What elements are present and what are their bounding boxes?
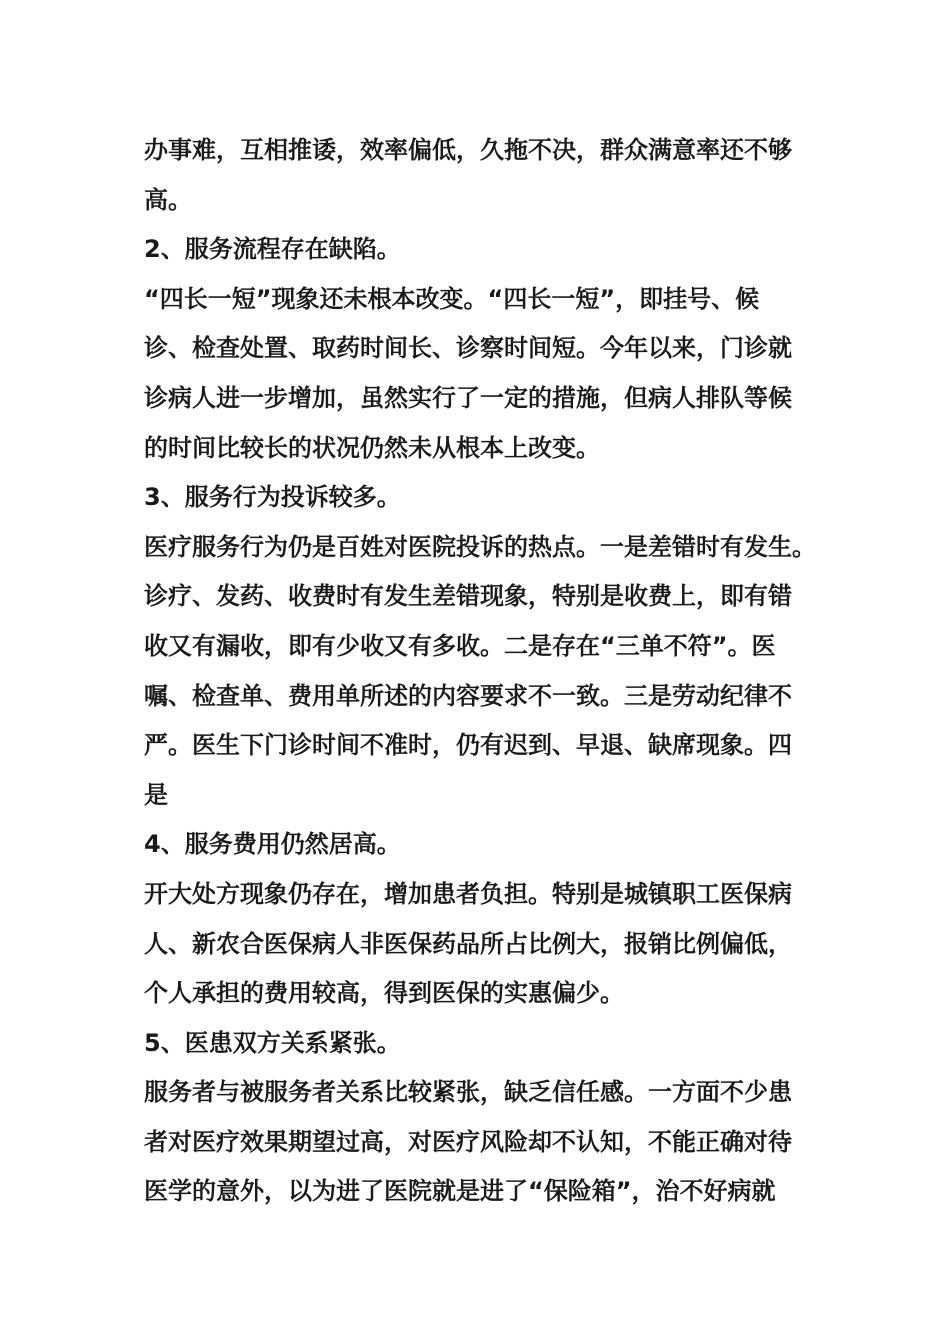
paragraph-line: 是 — [144, 780, 168, 809]
paragraph-line: 诊病人进一步增加，虽然实行了一定的措施，但病人排队等候 — [144, 383, 792, 412]
paragraph-line: 个人承担的费用较高，得到医保的实惠偏少。 — [144, 979, 624, 1008]
paragraph-line: 开大处方现象仍存在，增加患者负担。特别是城镇职工医保病 — [144, 879, 792, 908]
section-heading: 2、服务流程存在缺陷。 — [144, 235, 401, 264]
paragraph-line: 嘱、检查单、费用单所述的内容要求不一致。三是劳动纪律不 — [144, 681, 792, 710]
section-heading: 5、医患双方关系紧张。 — [144, 1028, 401, 1057]
paragraph-line: 者对医疗效果期望过高，对医疗风险却不认知，不能正确对待 — [144, 1127, 792, 1156]
paragraph-line: 的时间比较长的状况仍然未从根本上改变。 — [144, 433, 600, 462]
paragraph-line: 服务者与被服务者关系比较紧张，缺乏信任感。一方面不少患 — [144, 1078, 792, 1107]
paragraph-line: 严。医生下门诊时间不准时，仍有迟到、早退、缺席现象。四 — [144, 731, 792, 760]
paragraph-line: 诊、检查处置、取药时间长、诊察时间短。今年以来，门诊就 — [144, 334, 792, 363]
paragraph-line: 医疗服务行为仍是百姓对医院投诉的热点。一是差错时有发生。 — [144, 532, 816, 561]
paragraph-line: 办事难，互相推诿，效率偏低，久拖不决，群众满意率还不够 — [144, 136, 792, 164]
paragraph-line: 诊疗、发药、收费时有发生差错现象，特别是收费上，即有错 — [144, 582, 792, 611]
section-heading: 4、服务费用仍然居高。 — [144, 830, 401, 859]
paragraph-line: 收又有漏收，即有少收又有多收。二是存在“三单不符”。医 — [144, 631, 776, 660]
paragraph-line: 高。 — [144, 185, 192, 214]
document-body — [144, 126, 814, 1217]
paragraph-line: “四长一短”现象还未根本改变。“四长一短”，即挂号、候 — [144, 284, 760, 313]
paragraph-line: 医学的意外，以为进了医院就是进了“保险箱”，治不好病就 — [144, 1177, 776, 1206]
section-heading: 3、服务行为投诉较多。 — [144, 483, 401, 512]
paragraph-line: 人、新农合医保病人非医保药品所占比例大，报销比例偏低， — [144, 929, 792, 958]
